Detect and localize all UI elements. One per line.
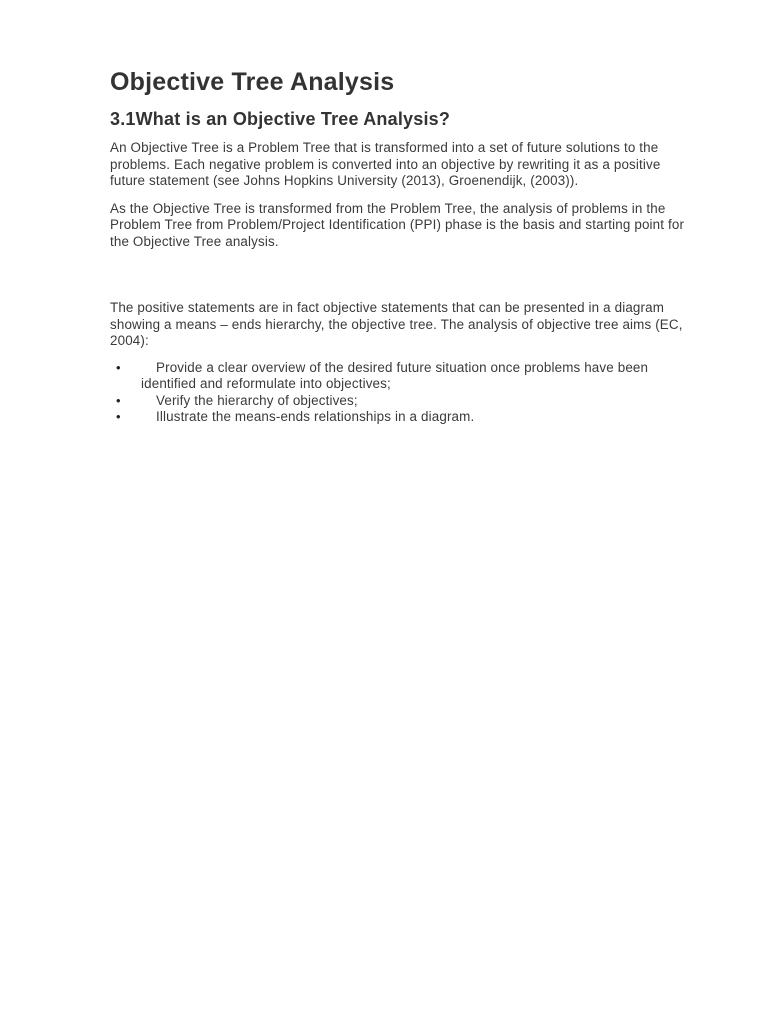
aims-list: [110, 360, 690, 426]
list-item-text: Verify the hierarchy of objectives;: [156, 392, 358, 408]
bullet-icon: •: [116, 409, 121, 424]
list-item: [110, 409, 690, 426]
list-item: [110, 393, 690, 410]
section-heading: 3.1What is an Objective Tree Analysis?: [110, 109, 451, 129]
list-item: [110, 360, 690, 393]
bullet-icon: •: [116, 392, 121, 408]
document-page: [110, 66, 690, 426]
list-item-text: Illustrate the means-ends relationships in a diagram.: [156, 409, 475, 424]
paragraph-intro: An Objective Tree is a Problem Tree that is transformed into a set of future solutions to the problems. Each negative problem is converted into an objective by rewriting it as a positive future statement (see Johns Hopkins University (2013), Groenendijk, (2003)).: [110, 140, 661, 188]
bullet-icon: •: [116, 359, 121, 375]
paragraph-positive-statements: The positive statements are in fact objective statements that can be presented in a diagram showing a means – ends hierarchy, the objective tree. The analysis of objective tree aims (EC, 2004):: [110, 300, 683, 348]
document-title: Objective Tree Analysis: [110, 68, 395, 96]
paragraph-transformation: As the Objective Tree is transformed from the Problem Tree, the analysis of problems in the Problem Tree from Problem/Project Identification (PPI) phase is the basis and starting point for the Objective Tree analysis.: [110, 200, 685, 249]
list-item-text: Provide a clear overview of the desired future situation once problems have been identified and reformulate into objectives;: [141, 359, 649, 391]
